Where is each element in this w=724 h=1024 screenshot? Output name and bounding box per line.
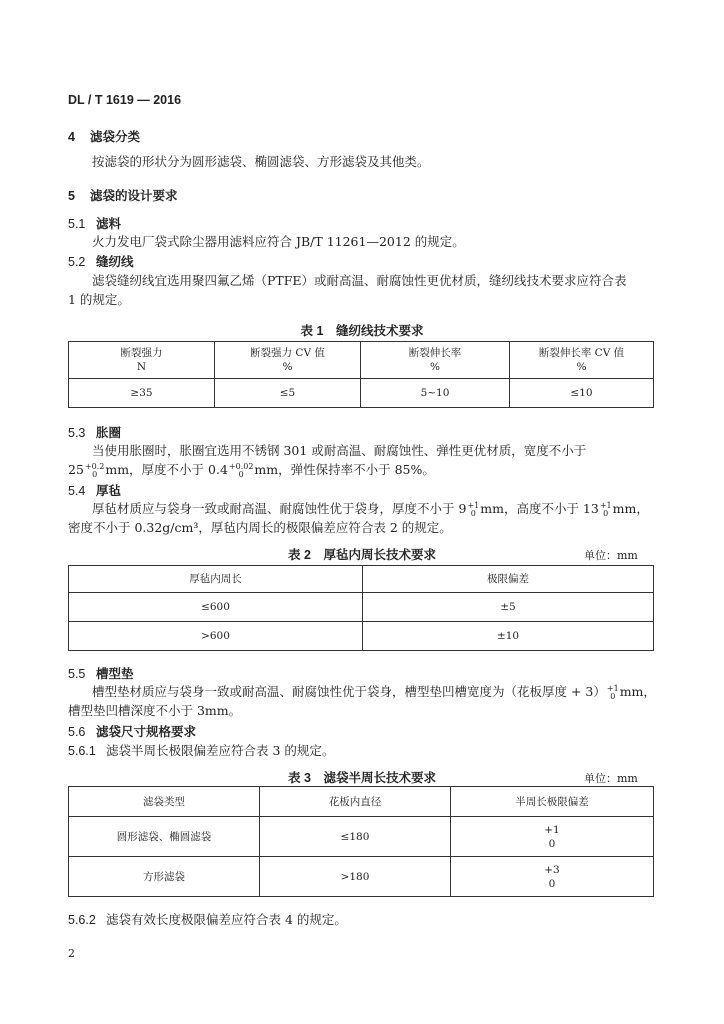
section-number: 5.6.1: [68, 744, 96, 758]
table-header-cell: 断裂强力 CV 值 %: [215, 342, 361, 379]
table-header-cell: 厚毡内周长: [69, 566, 363, 593]
table-cell: +3 0: [451, 857, 654, 897]
section-title: 胀圈: [96, 426, 122, 440]
section-5-5-line1: 槽型垫材质应与袋身一致或耐高温、耐腐蚀性优于袋身，槽型垫凹槽宽度为（花板厚度 + 3） +1 0 mm，: [92, 683, 656, 701]
section-5-1-text: 火力发电厂袋式除尘器用滤料应符合 JB/T 11261—2012 的规定。: [92, 234, 465, 249]
section-title: 滤袋的设计要求: [90, 189, 178, 203]
table-header-cell: 断裂强力 N: [69, 342, 215, 379]
section-5-1-heading: [68, 214, 121, 232]
table-cell: ≥35: [69, 379, 215, 408]
section-number: 5.4: [68, 484, 86, 498]
section-title: 槽型垫: [96, 667, 134, 681]
table-row: [69, 379, 654, 408]
table-cell: ±5: [363, 593, 654, 622]
table-cell: ≤10: [510, 379, 654, 408]
table-row: [69, 593, 654, 622]
table-header-cell: 半周长极限偏差: [451, 787, 654, 817]
table-row: [69, 857, 654, 897]
section-5-4-line2: 密度不小于 0.32g/cm³，厚毡内周长的极限偏差应符合表 2 的规定。: [68, 520, 452, 535]
section-text: 滤袋半周长极限偏差应符合表 3 的规定。: [106, 743, 335, 758]
section-5-2-heading: [68, 252, 134, 270]
section-5-6-2: [68, 910, 347, 928]
table-cell: 方形滤袋: [69, 857, 260, 897]
table-3: [68, 786, 654, 897]
section-5-4-line1: 厚毡材质应与袋身一致或耐高温、耐腐蚀性优于袋身，厚度不小于 9 +1 0 mm，高度不小于 13 +1 0 mm，: [92, 500, 649, 518]
section-number: 5.6.2: [68, 913, 96, 927]
section-number: 5.2: [68, 255, 86, 269]
section-number: 5.3: [68, 426, 86, 440]
section-number: 5.5: [68, 667, 86, 681]
section-number: 5: [68, 189, 75, 203]
table-cell: ≤600: [69, 593, 363, 622]
section-5-3-line1: 当使用胀圈时，胀圈宜选用不锈钢 301 或耐高温、耐腐蚀性、弹性更优材质，宽度不小于: [92, 443, 587, 458]
document-header: DL / T 1619 — 2016: [68, 93, 182, 107]
table-1-caption: 表 1 缝纫线技术要求: [300, 324, 424, 338]
table-cell: >180: [260, 857, 451, 897]
section-title: 滤袋尺寸规格要求: [96, 725, 197, 739]
table-header-row: [69, 566, 654, 593]
table-cell: ≤5: [215, 379, 361, 408]
table-header-cell: 极限偏差: [363, 566, 654, 593]
table-cell: 5~10: [361, 379, 510, 408]
table-row: [69, 622, 654, 651]
section-5-5-line2: 槽型垫凹槽深度不小于 3mm。: [68, 703, 242, 718]
table-header-cell: 断裂伸长率 CV 值 %: [510, 342, 654, 379]
table-3-caption: 表 3 滤袋半周长技术要求: [288, 771, 436, 785]
table-cell: +1 0: [451, 817, 654, 857]
table-cell: 圆形滤袋、椭圆滤袋: [69, 817, 260, 857]
table-header-row: [69, 787, 654, 817]
table-cell: ≤180: [260, 817, 451, 857]
table-1: [68, 341, 654, 408]
section-number: 5.1: [68, 217, 86, 231]
section-title: 滤袋分类: [90, 130, 141, 144]
section-4-text: 按滤袋的形状分为圆形滤袋、椭圆滤袋、方形滤袋及其他类。: [92, 154, 430, 169]
table-cell: >600: [69, 622, 363, 651]
section-5-6-1: [68, 741, 334, 759]
table-header-cell: 花板内直径: [260, 787, 451, 817]
section-5-2-line1: 滤袋缝纫线宜选用聚四氟乙烯（PTFE）或耐高温、耐腐蚀性更优材质，缝纫线技术要求应符合表: [92, 273, 627, 288]
section-5-2-line2: 1 的规定。: [68, 292, 130, 307]
section-5-3-line2: 25 +0.2 0 mm，厚度不小于 0.4 +0.02 0 mm，弹性保持率不小于 85%。: [68, 461, 435, 479]
table-cell: ±10: [363, 622, 654, 651]
table-header-cell: 滤袋类型: [69, 787, 260, 817]
table-2-caption: 表 2 厚毡内周长技术要求: [288, 548, 436, 562]
section-number: 4: [68, 130, 75, 144]
section-text: 滤袋有效长度极限偏差应符合表 4 的规定。: [106, 912, 347, 927]
page-number: 2: [68, 947, 75, 960]
section-title: 厚毡: [96, 484, 122, 498]
section-title: 缝纫线: [96, 255, 134, 269]
section-5-heading: [68, 186, 178, 204]
section-5-6-heading: [68, 722, 196, 740]
table-2-unit: 单位：mm: [584, 549, 638, 562]
section-4-heading: [68, 127, 140, 145]
section-title: 滤料: [96, 217, 122, 231]
table-2: [68, 565, 654, 651]
section-5-4-heading: [68, 481, 121, 499]
section-5-3-heading: [68, 423, 121, 441]
section-number: 5.6: [68, 725, 86, 739]
table-header-cell: 断裂伸长率 %: [361, 342, 510, 379]
table-row: [69, 817, 654, 857]
table-3-unit: 单位：mm: [584, 772, 638, 785]
table-header-row: [69, 342, 654, 379]
section-5-5-heading: [68, 664, 134, 682]
